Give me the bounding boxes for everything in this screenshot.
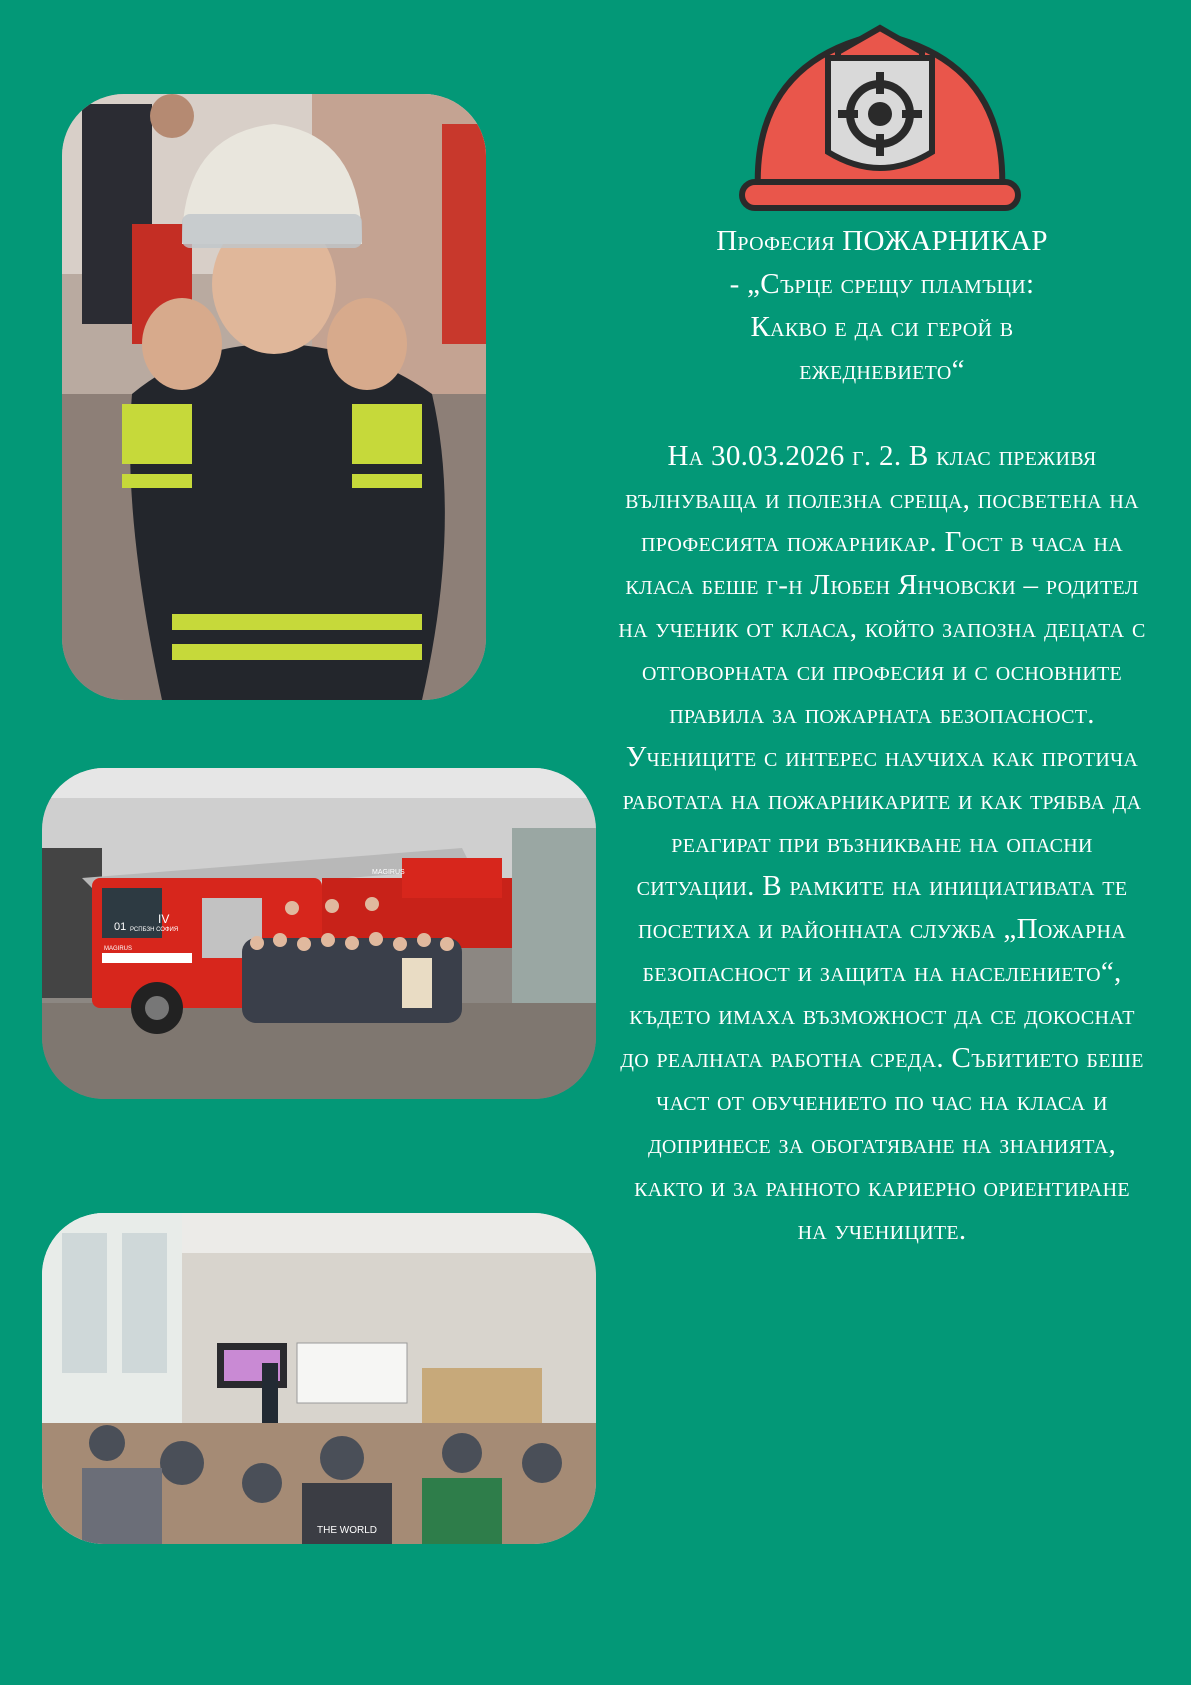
truck-brand-front: MAGIRUS <box>104 946 133 952</box>
article-body: На 30.03.2026 г. 2. В клас преживя вълнуваща и полезна среща, посветена на професията пожарникар. Гост в часа на класа беше г-н Любен Янчовски – родител на ученик от класа, който запозна децата с отговорната си професия и с основните правила за пожарната безопасност. Учениците с интерес научиха как протича работата на пожарникарите и как трябва да реагират при възникване на опасни ситуации. В рамките на инициативата те посетиха и районната служба „Пожарна безопасност и защита на населението“, където имаха възможност да се докоснат до реалната работна среда. Събитието беше част от обучението по час на класа и допринесе за обогатяване на знанията, както и за ранното кариерно ориентиране на учениците. <box>618 440 1146 1246</box>
truck-brand-ladder: MAGIRUS <box>372 869 405 876</box>
photo-child-in-firefighter-gear <box>62 94 486 700</box>
photo-group-fire-truck <box>42 768 596 1099</box>
firefighter-helmet-icon <box>738 22 1022 212</box>
title-line: Какво е да си герой в <box>750 311 1014 343</box>
truck-unit-number: 01 <box>114 921 127 933</box>
title-line: - „Сърце срещу пламъци: <box>729 268 1035 300</box>
truck-numeral: IV <box>158 912 170 926</box>
photo-classroom <box>42 1213 596 1544</box>
title-line: Професия ПОЖАРНИКАР <box>716 225 1048 257</box>
title-line: ежедневието“ <box>799 354 965 386</box>
article-title <box>618 220 1146 392</box>
shirt-text: THE WORLD <box>317 1525 377 1536</box>
article-text <box>618 220 1146 1252</box>
truck-unit-text: РСПБЗН СОФИЯ <box>130 927 179 933</box>
